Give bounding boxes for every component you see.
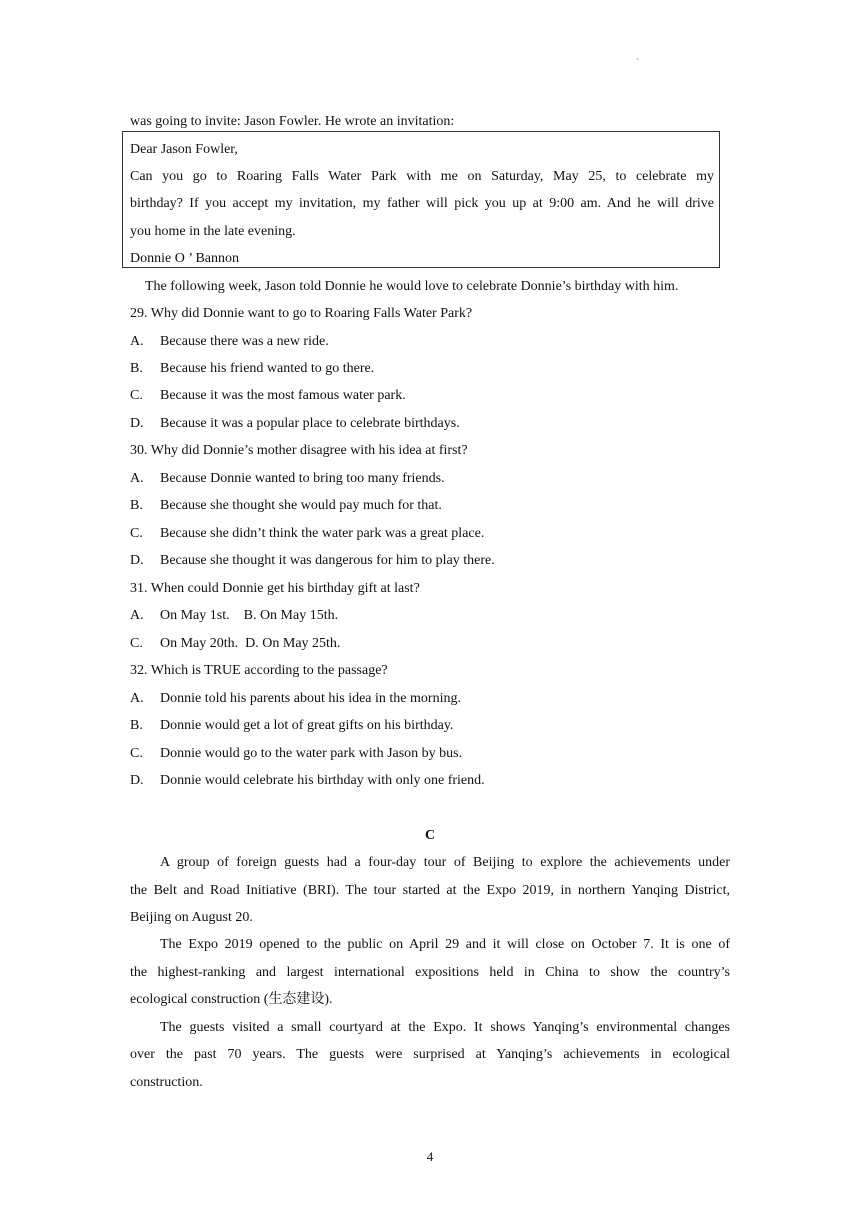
option-item: [130, 415, 460, 433]
paragraph-line: The guests visited a small courtyard at the Expo. It shows Yanqing’s environmental changes: [160, 1020, 730, 1035]
option-letter: D.: [130, 553, 144, 568]
option-letter: A.: [130, 608, 144, 623]
following-paragraph: The following week, Jason told Donnie he would love to celebrate Donnie’s birthday with him.: [145, 279, 679, 294]
option-letter: A.: [130, 691, 144, 706]
paragraph-line: Beijing on August 20.: [130, 910, 253, 925]
intro-line: was going to invite: Jason Fowler. He wrote an invitation:: [130, 114, 455, 129]
option-text: Donnie would get a lot of great gifts on his birthday.: [160, 718, 454, 733]
option-letter: D.: [130, 416, 144, 431]
option-letter: C.: [130, 636, 143, 651]
page-number: 4: [426, 1149, 434, 1164]
section-heading: C: [424, 828, 436, 843]
option-text: Because Donnie wanted to bring too many friends.: [160, 471, 445, 486]
option-item: [130, 360, 374, 378]
option-item: [130, 745, 462, 763]
option-letter: A.: [130, 334, 144, 349]
option-text: On May 20th. D. On May 25th.: [160, 636, 341, 651]
invitation-signature: Donnie O ’ Bannon: [130, 251, 239, 266]
option-item: [130, 470, 445, 488]
option-letter: A.: [130, 471, 144, 486]
option-text: Donnie told his parents about his idea in the morning.: [160, 691, 461, 706]
option-text: Because she didn’t think the water park was a great place.: [160, 526, 485, 541]
option-item: [130, 552, 495, 570]
option-text: Because she thought it was dangerous for him to play there.: [160, 553, 495, 568]
option-letter: B.: [130, 361, 143, 376]
question-stem: 31. When could Donnie get his birthday gift at last?: [130, 581, 420, 596]
invitation-body-line: Can you go to Roaring Falls Water Park with me on Saturday, May 25, to celebrate my: [130, 169, 714, 184]
option-item: [130, 387, 406, 405]
option-item: [130, 497, 442, 515]
option-letter: B.: [130, 498, 143, 513]
option-item: [130, 635, 340, 653]
option-item: [130, 772, 485, 790]
question-stem: 29. Why did Donnie want to go to Roaring Falls Water Park?: [130, 306, 473, 321]
option-text: Because his friend wanted to go there.: [160, 361, 375, 376]
option-item: [130, 607, 338, 625]
option-item: [130, 690, 461, 708]
paragraph-line: A group of foreign guests had a four-day tour of Beijing to explore the achievements under: [160, 855, 730, 870]
invitation-greeting: Dear Jason Fowler,: [130, 142, 238, 157]
option-letter: C.: [130, 526, 143, 541]
paragraph-line: construction.: [130, 1075, 203, 1090]
option-item: [130, 525, 484, 543]
option-text: On May 1st. B. On May 15th.: [160, 608, 339, 623]
question-stem: 32. Which is TRUE according to the passage?: [130, 663, 388, 678]
paragraph-line: ecological construction (生态建设).: [130, 992, 333, 1007]
paragraph-line: the Belt and Road Initiative (BRI). The tour started at the Expo 2019, in northern Yanqing District,: [130, 883, 730, 898]
option-item: [130, 717, 453, 735]
option-text: Donnie would go to the water park with Jason by bus.: [160, 746, 463, 761]
option-text: Because it was the most famous water park.: [160, 388, 406, 403]
option-letter: C.: [130, 746, 143, 761]
option-letter: C.: [130, 388, 143, 403]
paragraph-line: the highest-ranking and largest international expositions held in China to show the country’s: [130, 965, 730, 980]
option-text: Because she thought she would pay much for that.: [160, 498, 442, 513]
header-mark: `: [636, 58, 640, 69]
paragraph-line: The Expo 2019 opened to the public on April 29 and it will close on October 7. It is one of: [160, 937, 730, 952]
option-letter: D.: [130, 773, 144, 788]
option-text: Because it was a popular place to celebrate birthdays.: [160, 416, 460, 431]
invitation-body-line: you home in the late evening.: [130, 224, 296, 239]
question-stem: 30. Why did Donnie’s mother disagree with his idea at first?: [130, 443, 468, 458]
paragraph-line: over the past 70 years. The guests were surprised at Yanqing’s achievements in ecological: [130, 1047, 730, 1062]
option-text: Because there was a new ride.: [160, 334, 329, 349]
option-text: Donnie would celebrate his birthday with only one friend.: [160, 773, 485, 788]
option-item: [130, 333, 329, 351]
option-letter: B.: [130, 718, 143, 733]
invitation-body-line: birthday? If you accept my invitation, my father will pick you up at 9:00 am. And he will drive: [130, 196, 714, 211]
